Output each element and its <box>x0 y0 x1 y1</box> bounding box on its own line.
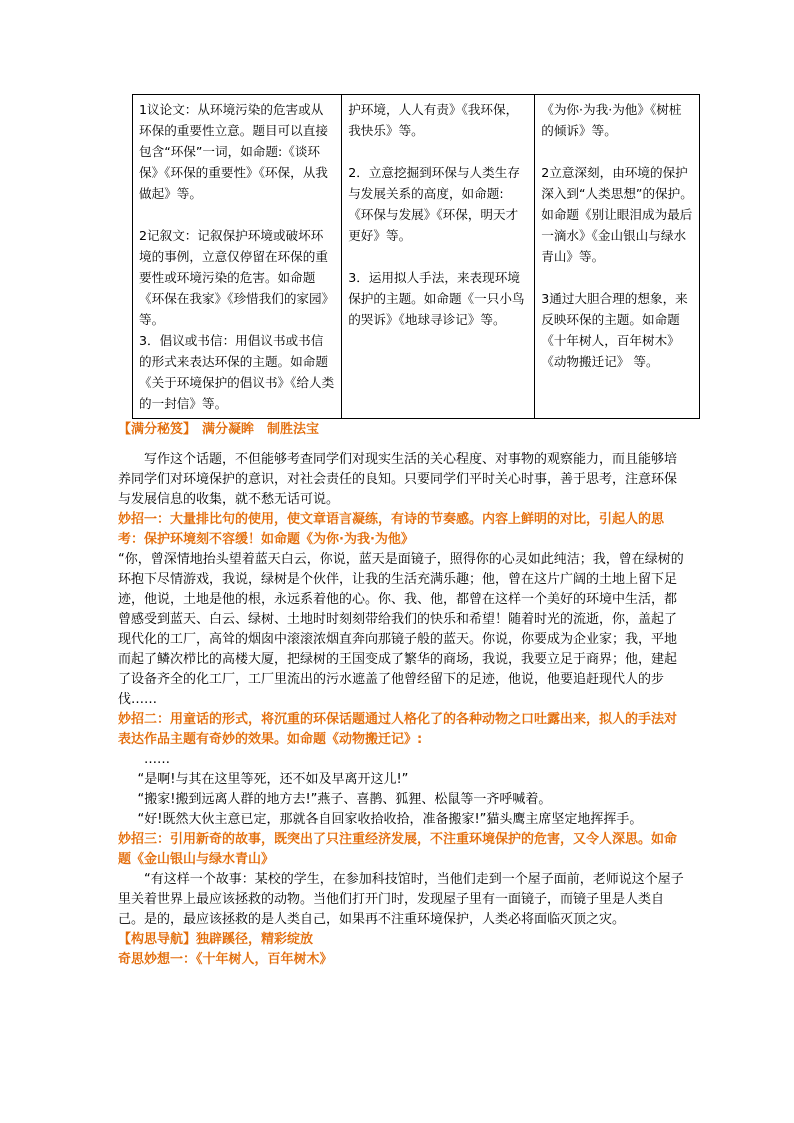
trick2-heading: 妙招二：用童话的形式，将沉重的环保话题通过人格化了的各种动物之口吐露出来，拟人的手法对表达作品主题有奇妙的效果。如命题《动物搬迁记》: <box>118 712 678 747</box>
trick3-heading: 妙招三：引用新奇的故事，既突出了只注重经济发展，不注重环境保护的危害，又令人深思。如命题《金山银山与绿水青山》 <box>118 832 678 867</box>
cell-paragraph: 3．倡议或书信：用倡议书或书信的形式来表达环保的主题。如命题《关于环境保护的倡议书》《给人类的一封信》等。 <box>139 333 335 411</box>
nav-heading-label: 【构思导航】 <box>118 932 197 947</box>
trick2-line: “好!既然大伙主意已定，那就各自回家收拾收拾，准备搬家!”猫头鹰主席坚定地挥挥手。 <box>137 812 643 827</box>
trick2-line: “是啊!与其在这里等死，还不如及早离开这儿!” <box>137 772 409 787</box>
main-content <box>118 420 686 970</box>
cell-paragraph: 2记叙文：记叙保护环境或破坏环境的事例，立意仅停留在环保的重要性或环境污染的危害。如命题《环保在我家》《珍惜我们的家园》等。 <box>139 228 335 327</box>
cell-paragraph: 3通过大胆合理的想象，来反映环保的主题。如命题《十年树人，百年树木》《动物搬迁记》 等。 <box>541 291 688 369</box>
idea1-heading: 奇思妙想一：《十年树人，百年树木》 <box>118 952 333 967</box>
table-row <box>133 95 700 419</box>
nav-heading-title: 独辟蹊径，精彩绽放 <box>196 932 314 947</box>
table-cell-col1 <box>133 95 342 419</box>
essay-guide-table <box>132 94 700 419</box>
cell-paragraph: 1议论文：从环境污染的危害或从环保的重要性立意。题目可以直接包含“环保”一词，如命题:《谈环保》《环保的重要性》《环保，从我做起》等。 <box>139 102 328 201</box>
tips-heading <box>118 420 686 440</box>
cell-paragraph: 2立意深刻，由环境的保护深入到“人类思想”的保护。 如命题《别让眼泪成为最后一滴水》《金山银山与绿水青山》等。 <box>541 165 693 264</box>
cell-paragraph: 3．运用拟人手法，来表现环境保护的主题。如命题《一只小鸟的哭诉》《地球寻诊记》等。 <box>348 270 525 327</box>
trick3-body: “有这样一个故事：某校的学生，在参加科技馆时，当他们走到一个屋子面前，老师说这个屋子里关着世界上最应该拯救的动物。当他们打开门时，发现屋子里有一面镜子，而镜子里是人类自己。是的，最应该拯救的是人类自己，如果再不注重环境保护，人类必将面临灭顶之灾。 <box>118 872 684 927</box>
tips-heading-title: 满分凝眸 制胜法宝 <box>202 422 320 437</box>
trick2-line: “搬家!搬到远离人群的地方去!”燕子、喜鹊、狐狸、松鼠等一齐呼喊着。 <box>137 792 552 807</box>
cell-paragraph: 护环境，人人有责》《我环保，我快乐》等。 <box>348 102 519 138</box>
table-cell-col2 <box>342 95 535 419</box>
tips-heading-label: 【满分秘笈】 <box>118 422 197 437</box>
table-cell-col3 <box>535 95 700 419</box>
trick1-body: “你，曾深情地抬头望着蓝天白云，你说，蓝天是面镜子，照得你的心灵如此纯洁；我，曾在绿树的环抱下尽情游戏，我说，绿树是个伙伴，让我的生活充满乐趣；他，曾在这片广阔的土地上留下足迹，他说，土地是他的根，永远系着他的心。你、我、他，都曾在这样一个美好的环境中生活，都曾感受到蓝天、白云、绿树、土地时时刻刻带给我们的快乐和希望！随着时光的流逝，你，盖起了现代化的工厂，高耸的烟囱中滚滚浓烟直奔向那镜子般的蓝天。你说，你要成为企业家；我，平地而起了鳞次栉比的高楼大厦，把绿树的王国变成了繁华的商场，我说，我要立足于商界；他，建起了设备齐全的化工厂，工厂里流出的污水遮盖了他曾经留下的足迹，他说，他要追赶现代人的步伐…… <box>118 552 684 707</box>
intro-paragraph: 写作这个话题，不但能够考查同学们对现实生活的关心程度、对事物的观察能力，而且能够培养同学们对环境保护的意识，对社会责任的良知。只要同学们平时关心时事，善于思考，注意环保与发展信息的收集，就不愁无话可说。 <box>118 452 678 507</box>
nav-heading <box>118 930 686 950</box>
cell-paragraph: 《为你·为我·为他》《树桩的倾诉》等。 <box>541 102 682 138</box>
trick1-heading: 妙招一：大量排比句的使用，使文章语言凝练，有诗的节奏感。内容上鲜明的对比，引起人的思考：保护环境刻不容缓！如命题《为你·为我·为他》 <box>118 512 665 547</box>
cell-paragraph: 2．立意挖掘到环保与人类生存与发展关系的高度，如命题:《环保与发展》《环保，明天才更好》等。 <box>348 165 520 243</box>
trick2-line: …… <box>144 752 170 767</box>
